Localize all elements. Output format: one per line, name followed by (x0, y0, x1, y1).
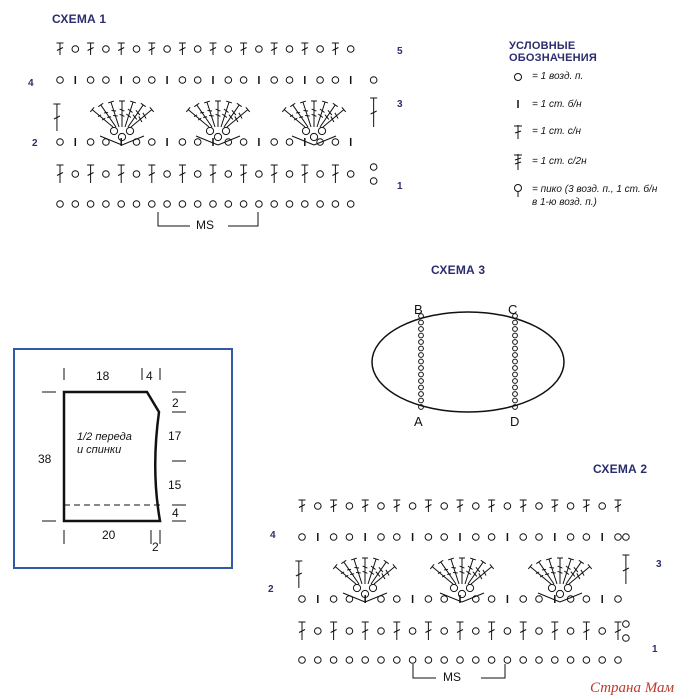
chain-stitch (419, 379, 424, 384)
stitch-top (333, 103, 338, 106)
chain-stitch (564, 584, 571, 591)
chain-stitch (133, 201, 140, 208)
stitch-top (237, 103, 242, 106)
chain-stitch (332, 77, 339, 84)
chain-stitch (225, 171, 232, 178)
stitch-bar (107, 117, 111, 118)
stitch-bar (444, 569, 448, 570)
chain-stitch (347, 201, 354, 208)
stitch-bar (303, 110, 308, 111)
chain-stitch (488, 596, 495, 603)
chain-stitch (466, 584, 473, 591)
chain-stitch (194, 77, 201, 84)
chain-stitch (194, 171, 201, 178)
chain-stitch (441, 628, 448, 635)
chain-stitch (225, 46, 232, 53)
chain-stitch (409, 628, 416, 635)
chain-stitch (286, 171, 293, 178)
stitch-bar (483, 570, 486, 576)
chain-stitch (346, 657, 353, 664)
chain-stitch (72, 201, 79, 208)
legend-item-3: = 1 ст. с/н (532, 126, 582, 137)
legend-item-5-line2: в 1-ю возд. п.) (532, 197, 597, 208)
scheme1-ms-label: MS (196, 218, 214, 232)
legend-icons (514, 74, 522, 198)
chain-stitch (623, 635, 630, 642)
chain-stitch (441, 534, 448, 541)
double-crochet-icon (514, 125, 522, 139)
chain-stitch (623, 621, 630, 628)
chain-stitch (419, 333, 424, 338)
chain-stitch (286, 77, 293, 84)
stitch-top (481, 560, 486, 563)
chain-stitch (347, 171, 354, 178)
chain-stitch (548, 584, 555, 591)
chain-stitch (256, 201, 263, 208)
stitch-top (290, 103, 295, 106)
fan-stitch (303, 102, 311, 127)
stitch-top (341, 560, 346, 563)
dim-r2: 17 (168, 429, 182, 443)
legend-item-4: = 1 ст. с/2н (532, 156, 587, 167)
stitch-top (536, 560, 541, 563)
chain-stitch (103, 46, 110, 53)
chain-stitch (353, 584, 360, 591)
chain-stitch (419, 353, 424, 358)
chain-stitch (599, 628, 606, 635)
chain-stitch (378, 657, 385, 664)
chain-stitch (513, 353, 518, 358)
chain-stitch (286, 201, 293, 208)
scheme1-row-4: 4 (28, 78, 34, 89)
fan-stitch (451, 559, 459, 584)
chain-stitch (72, 46, 79, 53)
chain-stitch (419, 359, 424, 364)
chain-stitch (149, 201, 156, 208)
stitch-bar (356, 572, 361, 573)
chain-stitch (536, 657, 543, 664)
chain-stitch (378, 628, 385, 635)
chain-stitch (536, 628, 543, 635)
chain-stitch (552, 657, 559, 664)
chain-stitch (315, 657, 322, 664)
chain-stitch (149, 139, 156, 146)
chain-stitch (210, 201, 217, 208)
dim-r1: 2 (172, 396, 179, 410)
stitch-bar (331, 116, 334, 122)
chain-stitch (315, 628, 322, 635)
chain-stitch (583, 534, 590, 541)
chain-stitch (615, 596, 622, 603)
chain-stitch (194, 46, 201, 53)
scheme2-row-2: 2 (268, 584, 274, 595)
stitch-bar (551, 572, 556, 573)
legend-title-line2: ОБОЗНАЧЕНИЯ (509, 52, 597, 64)
chain-stitch (488, 657, 495, 664)
chain-stitch (103, 201, 110, 208)
dim-bottom-right: 2 (152, 540, 159, 554)
scheme1-row-1: 1 (397, 181, 403, 192)
ms-brackets (158, 212, 505, 678)
chain-stitch (504, 657, 511, 664)
stitch-top (579, 560, 584, 563)
chain-stitch (126, 127, 133, 134)
stitch-bar (347, 569, 351, 570)
chain-stitch (513, 366, 518, 371)
chain-stitch (473, 657, 480, 664)
stitch-bar (139, 116, 142, 122)
legend-item-5: = пико (3 возд. п., 1 ст. б/н (532, 184, 658, 195)
chain-stitch (149, 77, 156, 84)
chain-stitch (222, 127, 229, 134)
chain-stitch (378, 503, 385, 510)
chain-stitch (118, 201, 125, 208)
chain-stitch (520, 657, 527, 664)
scheme2-title: СХЕМА 2 (593, 462, 648, 476)
stitch-bar (200, 112, 204, 113)
chain-stitch (473, 503, 480, 510)
chain-stitch (299, 534, 306, 541)
chain-stitch (330, 596, 337, 603)
chain-stitch (513, 372, 518, 377)
chain-stitch (256, 171, 263, 178)
fan-stitch (207, 102, 215, 127)
stitch-top (141, 103, 146, 106)
chain-stitch (504, 503, 511, 510)
chain-stitch (370, 164, 377, 171)
scheme1-row-3: 3 (397, 99, 403, 110)
chain-stitch (567, 534, 574, 541)
chain-stitch (87, 77, 94, 84)
chain-stitch (286, 139, 293, 146)
stitch-bar (111, 110, 116, 111)
scheme3-oval (372, 312, 564, 412)
chain-stitch (567, 657, 574, 664)
chain-stitch (240, 201, 247, 208)
pattern-label (77, 431, 132, 457)
stitch-bar (382, 573, 385, 579)
stitch-bar (451, 567, 456, 568)
stitch-bar (386, 570, 389, 576)
chain-stitch (419, 320, 424, 325)
chain-stitch (299, 596, 306, 603)
chain-stitch (520, 596, 527, 603)
chain-stitch (133, 171, 140, 178)
stitch-top (438, 560, 443, 563)
dim-r4: 4 (172, 506, 179, 520)
chain-stitch (615, 534, 622, 541)
chain-stitch (286, 46, 293, 53)
chain-stitch (347, 46, 354, 53)
chain-stitch (504, 628, 511, 635)
chain-stitch (225, 201, 232, 208)
chain-stitch (370, 178, 377, 185)
chain-stitch (520, 534, 527, 541)
chain-stitch (599, 657, 606, 664)
stitch-bar (239, 113, 242, 119)
chain-stitch (441, 503, 448, 510)
scheme3-chains (419, 314, 518, 410)
scheme1-row-5: 5 (397, 46, 403, 57)
chain-stitch (317, 46, 324, 53)
chain-stitch (240, 139, 247, 146)
scheme3-title: СХЕМА 3 (431, 263, 486, 277)
chain-stitch (194, 201, 201, 208)
chain-stitch (118, 133, 125, 140)
chain-stitch (394, 596, 401, 603)
chain-stitch (164, 201, 171, 208)
stitch-bar (549, 567, 554, 568)
watermark: Страна Мам (590, 680, 675, 696)
chain-stitch (346, 503, 353, 510)
chain-stitch (299, 657, 306, 664)
stitch-bar (542, 569, 546, 570)
chain-stitch (240, 77, 247, 84)
pattern-label-line2: и спинки (77, 444, 122, 456)
point-b: B (414, 302, 423, 317)
chain-stitch (419, 385, 424, 390)
stitch-bar (479, 573, 482, 579)
chain-stitch (330, 657, 337, 664)
chain-stitch (556, 590, 563, 597)
picot-icon (515, 185, 522, 198)
chain-stitch (302, 201, 309, 208)
chain-stitch (419, 346, 424, 351)
dim-top-left: 18 (96, 369, 110, 383)
chain-stitch (623, 534, 630, 541)
point-a: A (414, 414, 423, 429)
chain-stitch (315, 503, 322, 510)
chain-stitch (164, 46, 171, 53)
chain-stitch (409, 657, 416, 664)
chain-stitch (536, 534, 543, 541)
chain-stitch (194, 139, 201, 146)
stitch-bar (453, 572, 458, 573)
stitch-bar (581, 570, 584, 576)
legend-item-1: = 1 возд. п. (532, 71, 584, 82)
chain-stitch (419, 392, 424, 397)
chain-stitch (513, 333, 518, 338)
chain-stitch (441, 657, 448, 664)
chain-stitch (567, 628, 574, 635)
chain-stitch (513, 398, 518, 403)
stitch-bar (305, 115, 310, 116)
chain-stitch (419, 372, 424, 377)
chain-stitch (179, 139, 186, 146)
chain-stitch (425, 596, 432, 603)
stitch-bar (296, 112, 300, 113)
stitch-bar (354, 567, 359, 568)
chain-stitch (346, 628, 353, 635)
stitch-bar (545, 574, 549, 575)
chain-stitch (425, 657, 432, 664)
chain-stitch (271, 201, 278, 208)
chain-stitch (133, 46, 140, 53)
chain-stitch (103, 171, 110, 178)
chain-stitch (57, 139, 64, 146)
chain-stitch (583, 596, 590, 603)
chain-stitch (362, 657, 369, 664)
chain-stitch (317, 77, 324, 84)
stitch-bar (207, 110, 212, 111)
chain-stitch (615, 657, 622, 664)
chain-stitch (164, 171, 171, 178)
legend-title-line1: УСЛОВНЫЕ (509, 40, 576, 52)
chain-stitch (419, 327, 424, 332)
chain-stitch (370, 77, 377, 84)
chain-stitch (87, 139, 94, 146)
scheme2-ms-label: MS (443, 670, 461, 684)
chain-stitch (513, 340, 518, 345)
stitch-top (98, 103, 103, 106)
stitch-bar (235, 116, 238, 122)
chain-stitch (599, 503, 606, 510)
point-c: C (508, 302, 518, 317)
fan-stitch (549, 559, 557, 584)
chain-stitch (441, 596, 448, 603)
scheme2-chart (295, 500, 629, 663)
point-d: D (510, 414, 520, 429)
stitch-top (194, 103, 199, 106)
chain-stitch (369, 584, 376, 591)
chain-stitch (318, 127, 325, 134)
stitch-bar (577, 573, 580, 579)
stitch-bar (209, 115, 214, 116)
stitch-bar (104, 112, 108, 113)
stitch-bar (143, 113, 146, 119)
chain-stitch (419, 398, 424, 403)
chain-stitch (513, 359, 518, 364)
dim-bottom: 20 (102, 528, 116, 542)
stitch-bar (335, 113, 338, 119)
chain-stitch (378, 534, 385, 541)
stitch-bar (203, 117, 207, 118)
stitch-bar (299, 117, 303, 118)
chain-stitch (458, 590, 465, 597)
legend-title (509, 40, 597, 64)
chain-stitch (457, 657, 464, 664)
chain-stitch (394, 657, 401, 664)
chain-stitch (87, 201, 94, 208)
chain-stitch (179, 201, 186, 208)
chain-stitch (179, 77, 186, 84)
chain-stitch (110, 127, 117, 134)
scheme2-row-1: 1 (652, 644, 658, 655)
scheme1-chart (53, 43, 377, 207)
dim-top-right: 4 (146, 369, 153, 383)
chain-stitch (536, 503, 543, 510)
chain-stitch (419, 366, 424, 371)
chain-stitch (133, 77, 140, 84)
stitch-top (384, 560, 389, 563)
chain-stitch (206, 127, 213, 134)
stitch-bar (447, 574, 451, 575)
fan-stitch (354, 559, 362, 584)
chain-stitch (473, 628, 480, 635)
chain-stitch (513, 379, 518, 384)
chain-stitch (57, 77, 64, 84)
chain-stitch (536, 596, 543, 603)
chain-stitch (409, 503, 416, 510)
scheme1-row-2: 2 (32, 138, 38, 149)
chain-stitch (513, 320, 518, 325)
chain-stitch (103, 77, 110, 84)
chain-stitch (425, 534, 432, 541)
chain-stitch (330, 534, 337, 541)
fan-stitch (111, 102, 119, 127)
chain-stitch (302, 127, 309, 134)
chain-stitch (310, 133, 317, 140)
chain-stitch (317, 201, 324, 208)
chain-stitch (567, 503, 574, 510)
chain-stitch (346, 534, 353, 541)
chain-stitch (450, 584, 457, 591)
chain-stitch (317, 171, 324, 178)
legend-item-2: = 1 ст. б/н (532, 99, 582, 110)
dim-r3: 15 (168, 478, 182, 492)
chain-stitch (419, 340, 424, 345)
pattern-label-line1: 1/2 переда (77, 431, 132, 443)
chain-stitch (271, 77, 278, 84)
chain-stitch (513, 327, 518, 332)
chain-stitch (488, 534, 495, 541)
chain-stitch (473, 534, 480, 541)
scheme2-row-4: 4 (270, 530, 276, 541)
chain-stitch (513, 385, 518, 390)
chain-stitch (57, 201, 64, 208)
stitch-bar (350, 574, 354, 575)
chain-stitch (583, 657, 590, 664)
chain-stitch-icon (515, 74, 522, 81)
chain-stitch (271, 139, 278, 146)
chain-stitch (332, 201, 339, 208)
half-double-crochet-icon (514, 154, 522, 170)
dim-height: 38 (38, 452, 52, 466)
chain-stitch (256, 46, 263, 53)
chain-stitch (513, 392, 518, 397)
stitch-bar (113, 115, 118, 116)
chain-stitch (225, 77, 232, 84)
chain-stitch (332, 139, 339, 146)
chain-stitch (72, 171, 79, 178)
scheme1-title: СХЕМА 1 (52, 12, 107, 26)
scheme2-row-3: 3 (656, 559, 662, 570)
chain-stitch (513, 346, 518, 351)
chain-stitch (394, 534, 401, 541)
chain-stitch (214, 133, 221, 140)
